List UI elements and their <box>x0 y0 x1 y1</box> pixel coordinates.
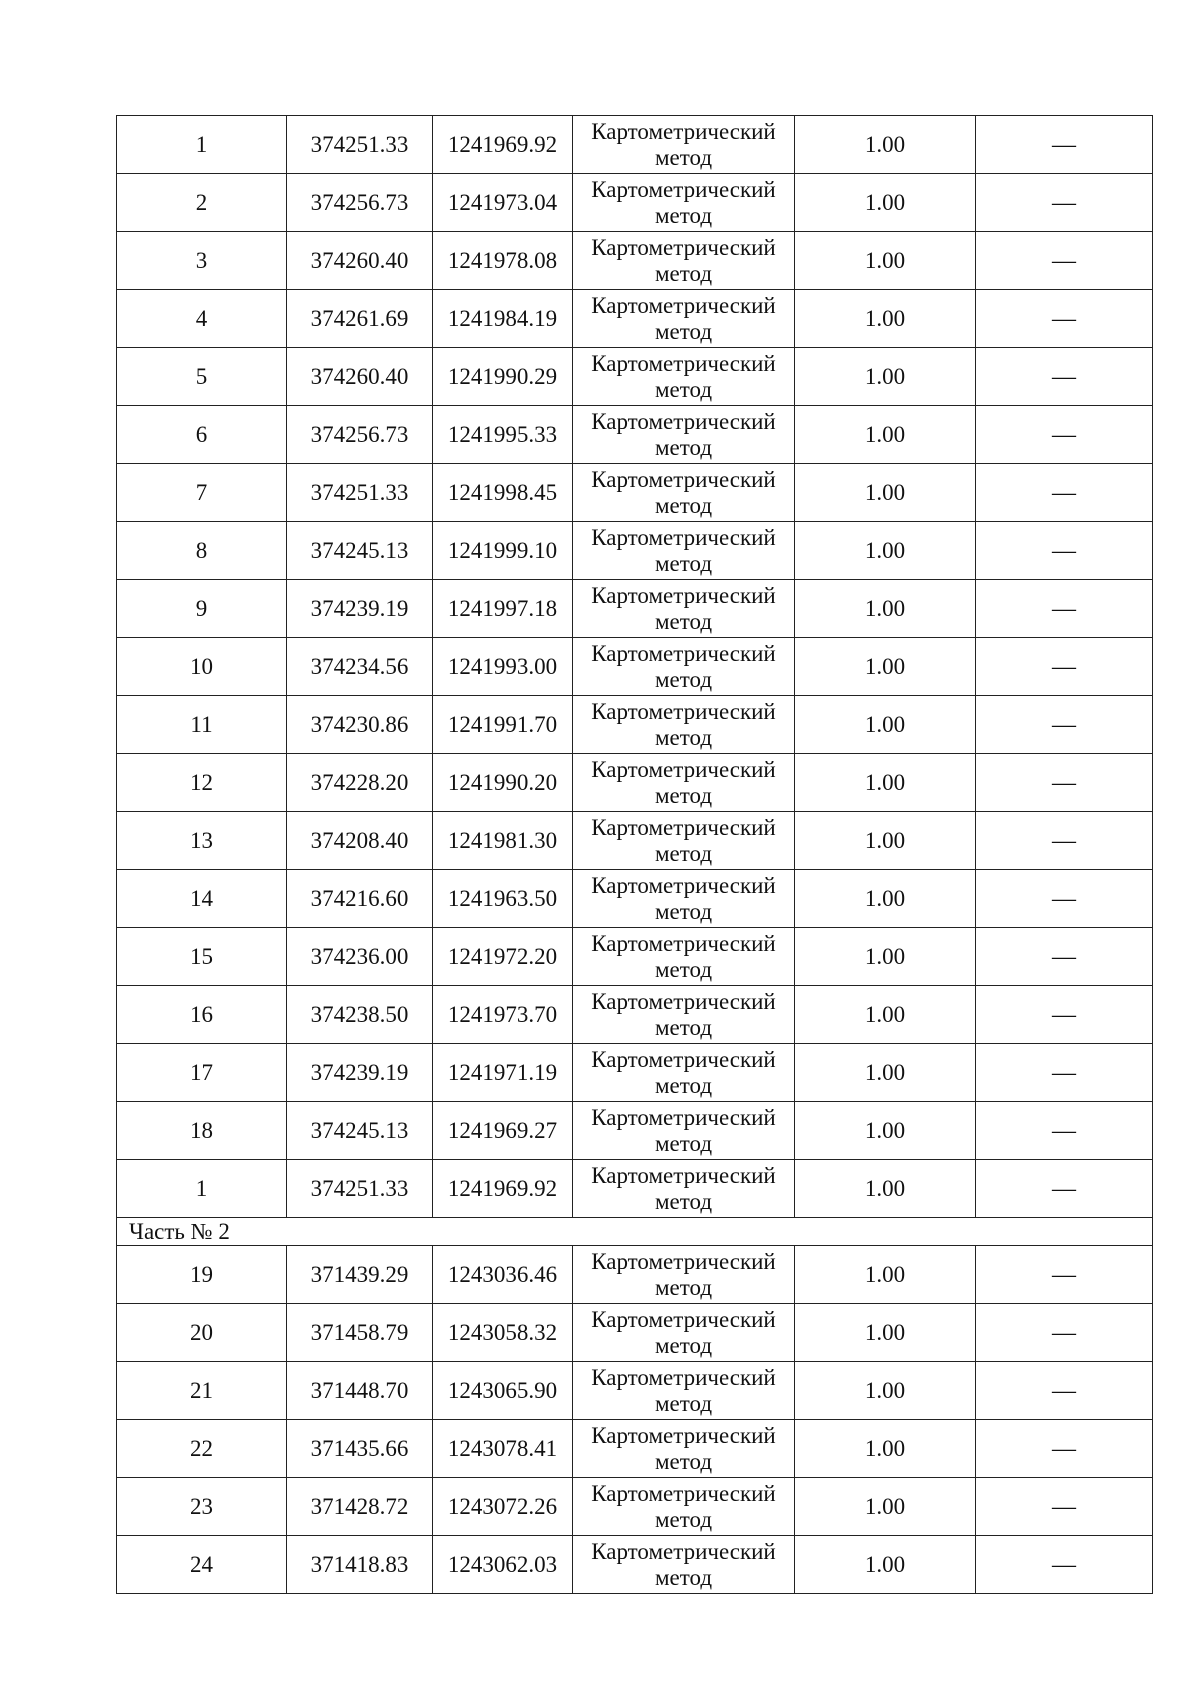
x-coordinate-cell: 374234.56 <box>287 638 433 696</box>
method-cell: Картометрический метод <box>573 1044 795 1102</box>
table-row <box>117 1304 1153 1362</box>
method-cell: Картометрический метод <box>573 1246 795 1304</box>
method-cell: Картометрический метод <box>573 1362 795 1420</box>
method-cell: Картометрический метод <box>573 464 795 522</box>
accuracy-cell: 1.00 <box>795 1160 976 1218</box>
point-number-cell: 19 <box>117 1246 287 1304</box>
x-coordinate-cell: 374260.40 <box>287 232 433 290</box>
point-number-cell: 14 <box>117 870 287 928</box>
y-coordinate-cell: 1241973.04 <box>433 174 573 232</box>
description-cell: — <box>976 1102 1153 1160</box>
coordinates-table-body <box>117 116 1153 1594</box>
part-label: Часть № 2 <box>117 1218 1153 1246</box>
x-coordinate-cell: 374238.50 <box>287 986 433 1044</box>
accuracy-cell: 1.00 <box>795 928 976 986</box>
table-row <box>117 522 1153 580</box>
table-row <box>117 174 1153 232</box>
y-coordinate-cell: 1241972.20 <box>433 928 573 986</box>
point-number-cell: 24 <box>117 1536 287 1594</box>
point-number-cell: 21 <box>117 1362 287 1420</box>
x-coordinate-cell: 374216.60 <box>287 870 433 928</box>
x-coordinate-cell: 374236.00 <box>287 928 433 986</box>
table-row <box>117 754 1153 812</box>
description-cell: — <box>976 1362 1153 1420</box>
accuracy-cell: 1.00 <box>795 580 976 638</box>
y-coordinate-cell: 1241999.10 <box>433 522 573 580</box>
x-coordinate-cell: 374239.19 <box>287 1044 433 1102</box>
description-cell: — <box>976 174 1153 232</box>
point-number-cell: 8 <box>117 522 287 580</box>
accuracy-cell: 1.00 <box>795 1246 976 1304</box>
x-coordinate-cell: 374251.33 <box>287 1160 433 1218</box>
y-coordinate-cell: 1241991.70 <box>433 696 573 754</box>
accuracy-cell: 1.00 <box>795 464 976 522</box>
point-number-cell: 4 <box>117 290 287 348</box>
method-cell: Картометрический метод <box>573 986 795 1044</box>
y-coordinate-cell: 1241998.45 <box>433 464 573 522</box>
point-number-cell: 17 <box>117 1044 287 1102</box>
description-cell: — <box>976 812 1153 870</box>
accuracy-cell: 1.00 <box>795 1102 976 1160</box>
x-coordinate-cell: 371435.66 <box>287 1420 433 1478</box>
description-cell: — <box>976 348 1153 406</box>
x-coordinate-cell: 374256.73 <box>287 406 433 464</box>
table-row <box>117 290 1153 348</box>
table-row <box>117 116 1153 174</box>
table-row <box>117 1102 1153 1160</box>
method-cell: Картометрический метод <box>573 1536 795 1594</box>
description-cell: — <box>976 1304 1153 1362</box>
point-number-cell: 15 <box>117 928 287 986</box>
accuracy-cell: 1.00 <box>795 232 976 290</box>
table-row <box>117 348 1153 406</box>
method-cell: Картометрический метод <box>573 348 795 406</box>
y-coordinate-cell: 1243062.03 <box>433 1536 573 1594</box>
method-cell: Картометрический метод <box>573 174 795 232</box>
x-coordinate-cell: 371428.72 <box>287 1478 433 1536</box>
x-coordinate-cell: 374245.13 <box>287 522 433 580</box>
table-row <box>117 928 1153 986</box>
method-cell: Картометрический метод <box>573 116 795 174</box>
x-coordinate-cell: 374260.40 <box>287 348 433 406</box>
accuracy-cell: 1.00 <box>795 812 976 870</box>
description-cell: — <box>976 464 1153 522</box>
method-cell: Картометрический метод <box>573 754 795 812</box>
point-number-cell: 1 <box>117 116 287 174</box>
table-row <box>117 1478 1153 1536</box>
method-cell: Картометрический метод <box>573 1478 795 1536</box>
table-row <box>117 812 1153 870</box>
accuracy-cell: 1.00 <box>795 522 976 580</box>
description-cell: — <box>976 1246 1153 1304</box>
table-row <box>117 232 1153 290</box>
table-row <box>117 870 1153 928</box>
y-coordinate-cell: 1241978.08 <box>433 232 573 290</box>
table-row <box>117 580 1153 638</box>
y-coordinate-cell: 1241984.19 <box>433 290 573 348</box>
method-cell: Картометрический метод <box>573 1304 795 1362</box>
accuracy-cell: 1.00 <box>795 638 976 696</box>
y-coordinate-cell: 1241969.92 <box>433 1160 573 1218</box>
accuracy-cell: 1.00 <box>795 1536 976 1594</box>
x-coordinate-cell: 374208.40 <box>287 812 433 870</box>
accuracy-cell: 1.00 <box>795 348 976 406</box>
y-coordinate-cell: 1243065.90 <box>433 1362 573 1420</box>
description-cell: — <box>976 986 1153 1044</box>
description-cell: — <box>976 754 1153 812</box>
description-cell: — <box>976 580 1153 638</box>
y-coordinate-cell: 1241963.50 <box>433 870 573 928</box>
y-coordinate-cell: 1241969.27 <box>433 1102 573 1160</box>
point-number-cell: 18 <box>117 1102 287 1160</box>
description-cell: — <box>976 116 1153 174</box>
point-number-cell: 2 <box>117 174 287 232</box>
description-cell: — <box>976 290 1153 348</box>
y-coordinate-cell: 1243078.41 <box>433 1420 573 1478</box>
x-coordinate-cell: 374228.20 <box>287 754 433 812</box>
description-cell: — <box>976 522 1153 580</box>
y-coordinate-cell: 1241971.19 <box>433 1044 573 1102</box>
method-cell: Картометрический метод <box>573 1420 795 1478</box>
accuracy-cell: 1.00 <box>795 870 976 928</box>
point-number-cell: 12 <box>117 754 287 812</box>
point-number-cell: 11 <box>117 696 287 754</box>
table-row <box>117 1536 1153 1594</box>
accuracy-cell: 1.00 <box>795 986 976 1044</box>
method-cell: Картометрический метод <box>573 696 795 754</box>
point-number-cell: 23 <box>117 1478 287 1536</box>
method-cell: Картометрический метод <box>573 638 795 696</box>
accuracy-cell: 1.00 <box>795 1362 976 1420</box>
method-cell: Картометрический метод <box>573 812 795 870</box>
x-coordinate-cell: 371448.70 <box>287 1362 433 1420</box>
table-row <box>117 406 1153 464</box>
description-cell: — <box>976 638 1153 696</box>
point-number-cell: 20 <box>117 1304 287 1362</box>
y-coordinate-cell: 1241995.33 <box>433 406 573 464</box>
accuracy-cell: 1.00 <box>795 754 976 812</box>
table-row <box>117 696 1153 754</box>
y-coordinate-cell: 1243058.32 <box>433 1304 573 1362</box>
table-row <box>117 1362 1153 1420</box>
table-row <box>117 1420 1153 1478</box>
x-coordinate-cell: 371458.79 <box>287 1304 433 1362</box>
method-cell: Картометрический метод <box>573 928 795 986</box>
part-separator-row <box>117 1218 1153 1246</box>
accuracy-cell: 1.00 <box>795 174 976 232</box>
x-coordinate-cell: 374245.13 <box>287 1102 433 1160</box>
method-cell: Картометрический метод <box>573 870 795 928</box>
method-cell: Картометрический метод <box>573 290 795 348</box>
point-number-cell: 3 <box>117 232 287 290</box>
x-coordinate-cell: 371418.83 <box>287 1536 433 1594</box>
accuracy-cell: 1.00 <box>795 696 976 754</box>
table-row <box>117 638 1153 696</box>
description-cell: — <box>976 928 1153 986</box>
description-cell: — <box>976 1420 1153 1478</box>
description-cell: — <box>976 232 1153 290</box>
point-number-cell: 10 <box>117 638 287 696</box>
point-number-cell: 16 <box>117 986 287 1044</box>
description-cell: — <box>976 1160 1153 1218</box>
description-cell: — <box>976 406 1153 464</box>
description-cell: — <box>976 1044 1153 1102</box>
accuracy-cell: 1.00 <box>795 1304 976 1362</box>
x-coordinate-cell: 374251.33 <box>287 464 433 522</box>
point-number-cell: 6 <box>117 406 287 464</box>
accuracy-cell: 1.00 <box>795 1478 976 1536</box>
table-row <box>117 1044 1153 1102</box>
method-cell: Картометрический метод <box>573 232 795 290</box>
point-number-cell: 7 <box>117 464 287 522</box>
table-row <box>117 1246 1153 1304</box>
description-cell: — <box>976 1536 1153 1594</box>
point-number-cell: 1 <box>117 1160 287 1218</box>
point-number-cell: 13 <box>117 812 287 870</box>
accuracy-cell: 1.00 <box>795 1044 976 1102</box>
accuracy-cell: 1.00 <box>795 116 976 174</box>
y-coordinate-cell: 1243036.46 <box>433 1246 573 1304</box>
method-cell: Картометрический метод <box>573 1102 795 1160</box>
method-cell: Картометрический метод <box>573 522 795 580</box>
y-coordinate-cell: 1241990.20 <box>433 754 573 812</box>
accuracy-cell: 1.00 <box>795 406 976 464</box>
table-row <box>117 464 1153 522</box>
x-coordinate-cell: 374261.69 <box>287 290 433 348</box>
description-cell: — <box>976 870 1153 928</box>
accuracy-cell: 1.00 <box>795 1420 976 1478</box>
table-row <box>117 1160 1153 1218</box>
x-coordinate-cell: 374256.73 <box>287 174 433 232</box>
x-coordinate-cell: 374251.33 <box>287 116 433 174</box>
y-coordinate-cell: 1241969.92 <box>433 116 573 174</box>
y-coordinate-cell: 1241981.30 <box>433 812 573 870</box>
x-coordinate-cell: 371439.29 <box>287 1246 433 1304</box>
accuracy-cell: 1.00 <box>795 290 976 348</box>
y-coordinate-cell: 1241973.70 <box>433 986 573 1044</box>
description-cell: — <box>976 1478 1153 1536</box>
x-coordinate-cell: 374230.86 <box>287 696 433 754</box>
y-coordinate-cell: 1241993.00 <box>433 638 573 696</box>
point-number-cell: 9 <box>117 580 287 638</box>
y-coordinate-cell: 1241990.29 <box>433 348 573 406</box>
method-cell: Картометрический метод <box>573 406 795 464</box>
x-coordinate-cell: 374239.19 <box>287 580 433 638</box>
method-cell: Картометрический метод <box>573 580 795 638</box>
table-row <box>117 986 1153 1044</box>
coordinates-table <box>116 115 1153 1594</box>
description-cell: — <box>976 696 1153 754</box>
method-cell: Картометрический метод <box>573 1160 795 1218</box>
point-number-cell: 5 <box>117 348 287 406</box>
y-coordinate-cell: 1243072.26 <box>433 1478 573 1536</box>
point-number-cell: 22 <box>117 1420 287 1478</box>
y-coordinate-cell: 1241997.18 <box>433 580 573 638</box>
